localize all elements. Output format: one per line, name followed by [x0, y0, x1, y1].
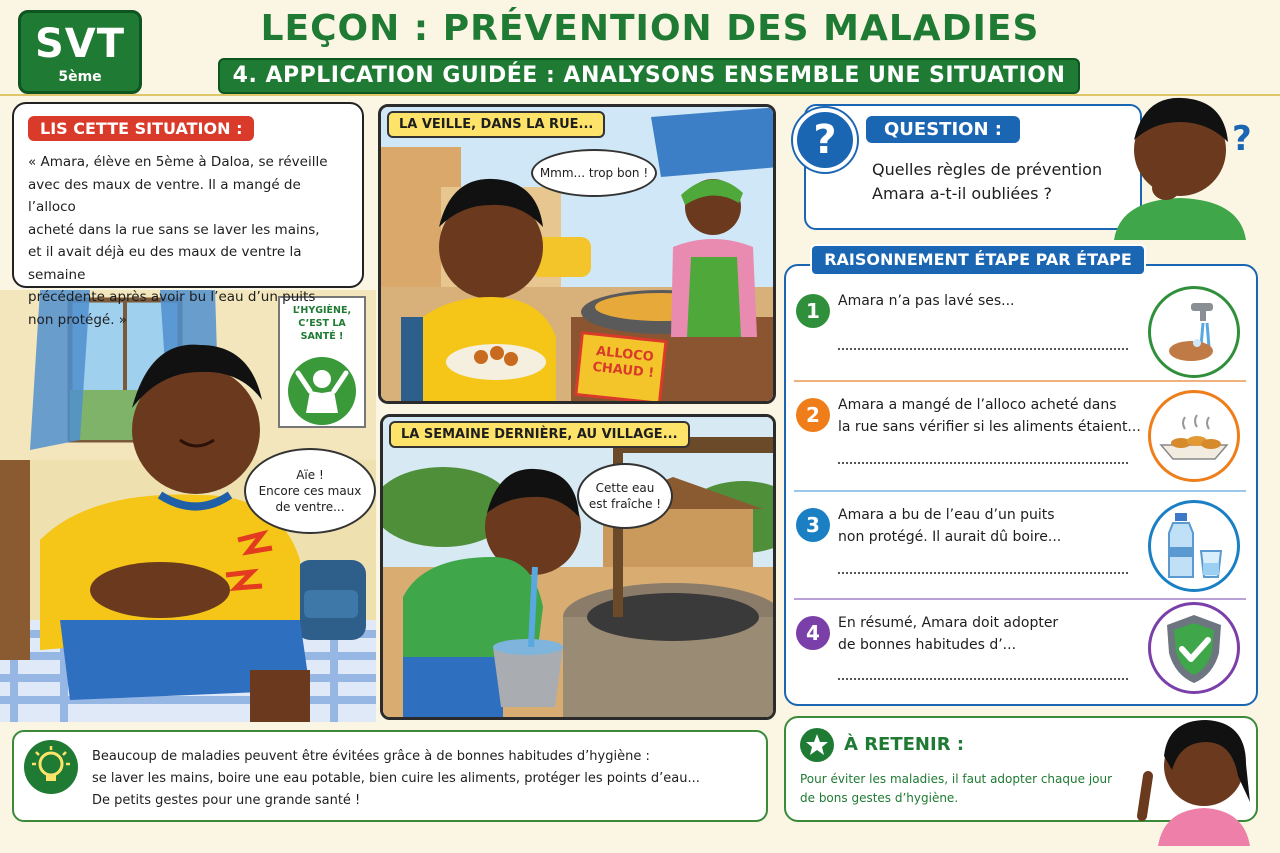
bubble-line-1: Cette eau — [595, 481, 655, 495]
question-text — [872, 158, 1102, 206]
situation-label: LIS CETTE SITUATION : — [28, 116, 254, 141]
step-number: 2 — [796, 398, 830, 432]
bubble-line-2: est fraîche ! — [588, 497, 662, 511]
svg-text:?: ? — [1232, 119, 1252, 159]
street-thought-bubble: Mmm... trop bon ! — [531, 149, 657, 197]
answer-blank[interactable] — [838, 462, 1128, 464]
header-divider — [0, 94, 1280, 96]
village-illustration — [383, 417, 776, 720]
step-divider — [794, 490, 1246, 492]
street-scene-label: LA VEILLE, DANS LA RUE... — [387, 111, 605, 138]
step-text — [838, 612, 1148, 656]
section-subtitle: 4. APPLICATION GUIDÉE : ANALYSONS ENSEMBLE UNE SITUATION — [218, 58, 1080, 94]
step-line-2: non protégé. Il aurait dû boire... — [838, 529, 1062, 545]
situation-line: non protégé. » — [28, 311, 128, 328]
village-scene-panel — [380, 414, 776, 720]
village-scene-label: LA SEMAINE DERNIÈRE, AU VILLAGE... — [389, 421, 690, 448]
info-line-3: De petits gestes pour une grande santé ! — [92, 793, 361, 808]
situation-line: acheté dans la rue sans se laver les mains, — [28, 221, 320, 238]
step-line-2: de bonnes habitudes d’... — [838, 637, 1017, 653]
happy-figure-icon — [280, 343, 364, 433]
water-bottle-icon — [1148, 500, 1240, 592]
step-line-1: En résumé, Amara doit adopter — [838, 615, 1059, 631]
subject-badge — [18, 10, 142, 94]
answer-blank[interactable] — [838, 678, 1128, 680]
sign-line-1: ALLOCO — [595, 344, 655, 366]
reasoning-title: RAISONNEMENT ÉTAPE PAR ÉTAPE — [810, 244, 1146, 276]
sign-line-2: CHAUD ! — [591, 359, 655, 382]
question-label: QUESTION : — [866, 116, 1020, 143]
question-line-2: Amara a-t-il oubliées ? — [872, 184, 1052, 203]
lesson-title: LEÇON : PRÉVENTION DES MALADIES — [260, 8, 1040, 49]
retenir-text — [800, 770, 1130, 808]
step-number: 1 — [796, 294, 830, 328]
bubble-line-1: Aïe ! — [296, 468, 324, 482]
retenir-title: À RETENIR : — [844, 734, 965, 755]
reasoning-step-3 — [794, 500, 1248, 600]
bubble-line-3: de ventre... — [275, 500, 345, 514]
reasoning-step-4 — [794, 608, 1248, 708]
thinking-boy-illustration — [1100, 88, 1270, 240]
level-label: 5ème — [58, 69, 102, 85]
answer-blank[interactable] — [838, 572, 1128, 574]
subject-label: SVT — [34, 21, 126, 67]
star-icon — [800, 728, 834, 762]
situation-line: « Amara, élève en 5ème à Daloa, se réveille — [28, 154, 328, 170]
situation-line: précédente après avoir bu l’eau d’un puits — [28, 289, 316, 305]
step-divider — [794, 380, 1246, 382]
handwashing-icon — [1148, 286, 1240, 378]
step-text — [838, 394, 1148, 438]
lightbulb-icon — [24, 740, 78, 794]
situation-line: et il avait déjà eu des maux de ventre la semaine — [28, 244, 302, 283]
step-text — [838, 290, 1148, 312]
answer-blank[interactable] — [838, 348, 1128, 350]
step-line-2: la rue sans vérifier si les aliments étaient... — [838, 419, 1141, 435]
poster-line-1: L’HYGIÈNE, — [292, 305, 352, 316]
retenir-line-1: Pour éviter les maladies, il faut adopter chaque jour — [800, 772, 1113, 786]
reasoning-step-2 — [794, 390, 1248, 490]
step-divider — [794, 598, 1246, 600]
situation-line: avec des maux de ventre. Il a mangé de l’alloco — [28, 176, 301, 215]
step-number: 4 — [796, 616, 830, 650]
street-scene-panel — [378, 104, 776, 404]
village-thought-bubble — [577, 463, 673, 529]
situation-text — [28, 151, 348, 331]
step-number: 3 — [796, 508, 830, 542]
step-line-1: Amara n’a pas lavé ses... — [838, 293, 1015, 309]
info-text — [92, 746, 700, 812]
step-line-1: Amara a mangé de l’alloco acheté dans — [838, 397, 1117, 413]
retenir-line-2: de bons gestes d’hygiène. — [800, 791, 959, 805]
step-line-1: Amara a bu de l’eau d’un puits — [838, 507, 1055, 523]
info-line-2: se laver les mains, boire une eau potable, bien cuire les aliments, protéger les points d’eau... — [92, 771, 700, 786]
girl-pointing-illustration — [1128, 706, 1258, 846]
bedroom-thought-bubble — [244, 448, 376, 534]
reasoning-step-1 — [794, 286, 1248, 386]
bubble-line-2: Encore ces maux — [258, 484, 362, 498]
poster-line-2: C’EST LA SANTÉ ! — [298, 318, 346, 342]
shield-check-icon — [1148, 602, 1240, 694]
step-text — [838, 504, 1148, 548]
info-line-1: Beaucoup de maladies peuvent être évitées grâce à de bonnes habitudes d’hygiène : — [92, 749, 650, 764]
question-mark-icon: ? — [793, 108, 857, 172]
question-line-1: Quelles règles de prévention — [872, 160, 1103, 179]
alloco-plate-icon — [1148, 390, 1240, 482]
